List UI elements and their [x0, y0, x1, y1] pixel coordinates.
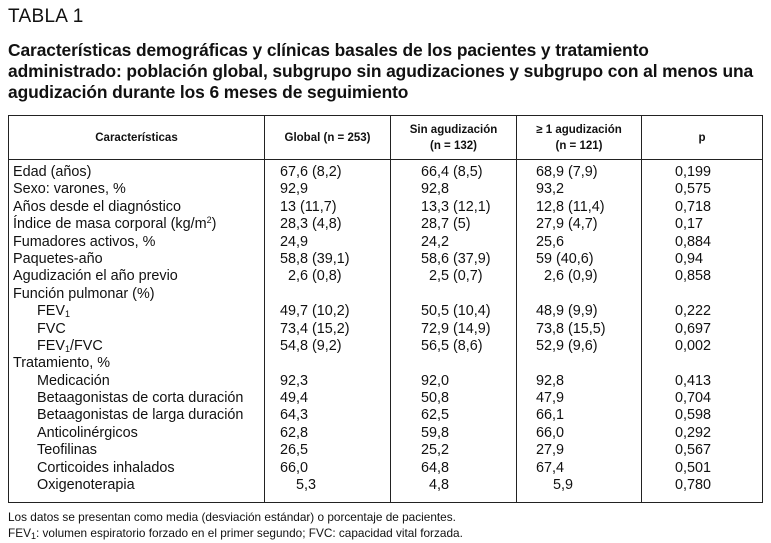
- row-label-text: FEV: [37, 337, 65, 354]
- cell-p: 0,002: [675, 337, 712, 354]
- table-row: [9, 338, 762, 355]
- footnote-text: : volumen espiratorio forzado en el primer segundo; FVC: capacidad vital forzada.: [35, 526, 463, 540]
- table-row: [9, 407, 762, 424]
- cell-p: 0,222: [675, 303, 712, 320]
- cell-global: 26,5: [280, 442, 309, 459]
- cell-no-exacerbation: 25,2: [421, 442, 450, 459]
- cell-exacerbation: 48,9 (9,9): [536, 303, 598, 320]
- table-row: [9, 251, 762, 268]
- row-label: Anticolinérgicos: [37, 424, 138, 441]
- table-row: [9, 268, 762, 285]
- cell-p: 0,598: [675, 407, 712, 424]
- table-row: [9, 460, 762, 477]
- table-row: [9, 477, 762, 494]
- table-row: [9, 234, 762, 251]
- row-label-suffix: /FVC: [70, 337, 103, 354]
- cell-no-exacerbation: 13,3 (12,1): [421, 198, 491, 215]
- cell-p: 0,697: [675, 320, 712, 337]
- table-row: [9, 303, 762, 320]
- header-exacerbation-n: (n = 121): [555, 139, 603, 152]
- table-row: [9, 373, 762, 390]
- cell-p: 0,567: [675, 442, 712, 459]
- cell-p: 0,718: [675, 198, 712, 215]
- cell-no-exacerbation: 50,5 (10,4): [421, 303, 491, 320]
- cell-p: 0,94: [675, 250, 704, 267]
- row-label: Betaagonistas de corta duración: [37, 390, 244, 407]
- cell-p: 0,575: [675, 181, 712, 198]
- cell-exacerbation: 66,1: [536, 407, 565, 424]
- row-label-superscript: 2: [206, 215, 212, 226]
- table-row: [9, 390, 762, 407]
- cell-global: 66,0: [280, 459, 309, 476]
- row-label: Sexo: varones, %: [13, 181, 126, 198]
- header-p: p: [698, 131, 706, 144]
- row-label: Edad (años): [13, 164, 92, 180]
- row-label: Función pulmonar (%): [13, 285, 155, 302]
- row-label-text: Índice de masa corporal (kg/m: [13, 216, 207, 233]
- footnote-subscript: 1: [30, 531, 36, 541]
- cell-exacerbation: 2,6 (0,9): [544, 268, 598, 285]
- cell-exacerbation: 59 (40,6): [536, 250, 594, 267]
- table-row: [9, 181, 762, 198]
- cell-no-exacerbation: 24,2: [421, 233, 450, 250]
- row-label-subscript: 1: [65, 343, 71, 354]
- row-label: Teofilinas: [37, 442, 97, 459]
- cell-p: 0,884: [675, 233, 712, 250]
- row-label: Agudización el año previo: [13, 268, 178, 285]
- row-label: Oxigenoterapia: [37, 477, 135, 494]
- header-no-exacerbation-label: Sin agudización: [409, 123, 498, 136]
- cell-global: 13 (11,7): [280, 198, 337, 215]
- cell-no-exacerbation: 28,7 (5): [421, 216, 471, 233]
- data-table: [8, 115, 763, 503]
- table-row: [9, 321, 762, 338]
- cell-exacerbation: 12,8 (11,4): [536, 198, 605, 215]
- cell-no-exacerbation: 59,8: [421, 424, 450, 441]
- table-row: [9, 425, 762, 442]
- cell-global: 67,6 (8,2): [280, 164, 342, 180]
- footnote-line: Los datos se presentan como media (desviación estándar) o porcentaje de pacientes.: [8, 510, 456, 524]
- cell-p: 0,780: [675, 477, 712, 494]
- cell-no-exacerbation: 56,5 (8,6): [421, 337, 483, 354]
- cell-p: 0,413: [675, 372, 712, 389]
- cell-global: 62,8: [280, 424, 309, 441]
- cell-exacerbation: 27,9 (4,7): [536, 216, 598, 233]
- row-label: [37, 338, 103, 355]
- row-label-text: FEV: [37, 303, 65, 320]
- cell-exacerbation: 92,8: [536, 372, 565, 389]
- table-body: [9, 164, 762, 494]
- table-row: [9, 442, 762, 459]
- cell-exacerbation: 27,9: [536, 442, 565, 459]
- table-row: [9, 199, 762, 216]
- cell-global: 64,3: [280, 407, 309, 424]
- cell-global: 92,9: [280, 181, 309, 198]
- cell-p: 0,292: [675, 424, 712, 441]
- row-label: FVC: [37, 320, 66, 337]
- row-label: Años desde el diagnóstico: [13, 198, 182, 215]
- cell-global: 92,3: [280, 372, 309, 389]
- cell-p: 0,199: [675, 164, 712, 180]
- table-title: Características demográficas y clínicas basales de los pacientes y tratamiento administrado: población global, subgrupo sin agudizaciones y subgrupo con al menos una agudización durante los 6 meses de seguimiento: [8, 40, 754, 102]
- row-label: Medicación: [37, 372, 110, 389]
- cell-global: 2,6 (0,8): [288, 268, 342, 285]
- cell-global: 58,8 (39,1): [280, 250, 350, 267]
- table-row: [9, 286, 762, 303]
- header-no-exacerbation: [391, 116, 516, 159]
- cell-exacerbation: 73,8 (15,5): [536, 320, 606, 337]
- cell-exacerbation: 25,6: [536, 233, 565, 250]
- cell-global: 49,4: [280, 390, 309, 407]
- cell-no-exacerbation: 2,5 (0,7): [429, 268, 483, 285]
- header-global: Global (n = 253): [284, 131, 371, 144]
- header-characteristics: Características: [95, 131, 178, 144]
- row-label: [13, 216, 216, 233]
- header-no-exacerbation-n: (n = 132): [430, 139, 477, 152]
- row-label: Betaagonistas de larga duración: [37, 407, 244, 424]
- row-label: Tratamiento, %: [13, 355, 111, 372]
- table-header: [9, 116, 762, 160]
- cell-no-exacerbation: 92,8: [421, 181, 450, 198]
- row-label: Corticoides inhalados: [37, 459, 175, 476]
- cell-exacerbation: 68,9 (7,9): [536, 164, 598, 180]
- cell-global: 5,3: [296, 477, 317, 494]
- cell-no-exacerbation: 92,0: [421, 372, 450, 389]
- row-label: [37, 303, 70, 320]
- cell-global: 73,4 (15,2): [280, 320, 350, 337]
- cell-no-exacerbation: 4,8: [429, 477, 450, 494]
- cell-exacerbation: 66,0: [536, 424, 565, 441]
- cell-no-exacerbation: 62,5: [421, 407, 450, 424]
- row-label: Paquetes-año: [13, 250, 103, 267]
- cell-p: 0,501: [675, 459, 712, 476]
- cell-global: 24,9: [280, 233, 309, 250]
- cell-exacerbation: 67,4: [536, 459, 565, 476]
- cell-exacerbation: 5,9: [553, 477, 574, 494]
- table-footnote: [8, 509, 463, 541]
- cell-global: 54,8 (9,2): [280, 337, 342, 354]
- header-exacerbation: [517, 116, 641, 159]
- footnote-abbrev: FEV: [8, 526, 31, 540]
- table-row: [9, 164, 762, 181]
- footnote-line: [8, 525, 463, 541]
- row-label: Fumadores activos, %: [13, 233, 156, 250]
- cell-global: 28,3 (4,8): [280, 216, 342, 233]
- table-row: [9, 216, 762, 233]
- header-exacerbation-label: ≥ 1 agudización: [536, 123, 622, 136]
- cell-no-exacerbation: 72,9 (14,9): [421, 320, 491, 337]
- cell-p: 0,858: [675, 268, 712, 285]
- cell-no-exacerbation: 64,8: [421, 459, 450, 476]
- row-label-subscript: 1: [65, 309, 71, 320]
- cell-no-exacerbation: 66,4 (8,5): [421, 164, 483, 180]
- cell-no-exacerbation: 58,6 (37,9): [421, 250, 491, 267]
- table-row: [9, 355, 762, 372]
- cell-no-exacerbation: 50,8: [421, 390, 450, 407]
- cell-exacerbation: 47,9: [536, 390, 565, 407]
- row-label-suffix: ): [211, 216, 217, 233]
- cell-p: 0,17: [675, 216, 704, 233]
- cell-exacerbation: 52,9 (9,6): [536, 337, 598, 354]
- cell-p: 0,704: [675, 390, 712, 407]
- cell-exacerbation: 93,2: [536, 181, 565, 198]
- cell-global: 49,7 (10,2): [280, 303, 350, 320]
- table-label: TABLA 1: [8, 6, 84, 27]
